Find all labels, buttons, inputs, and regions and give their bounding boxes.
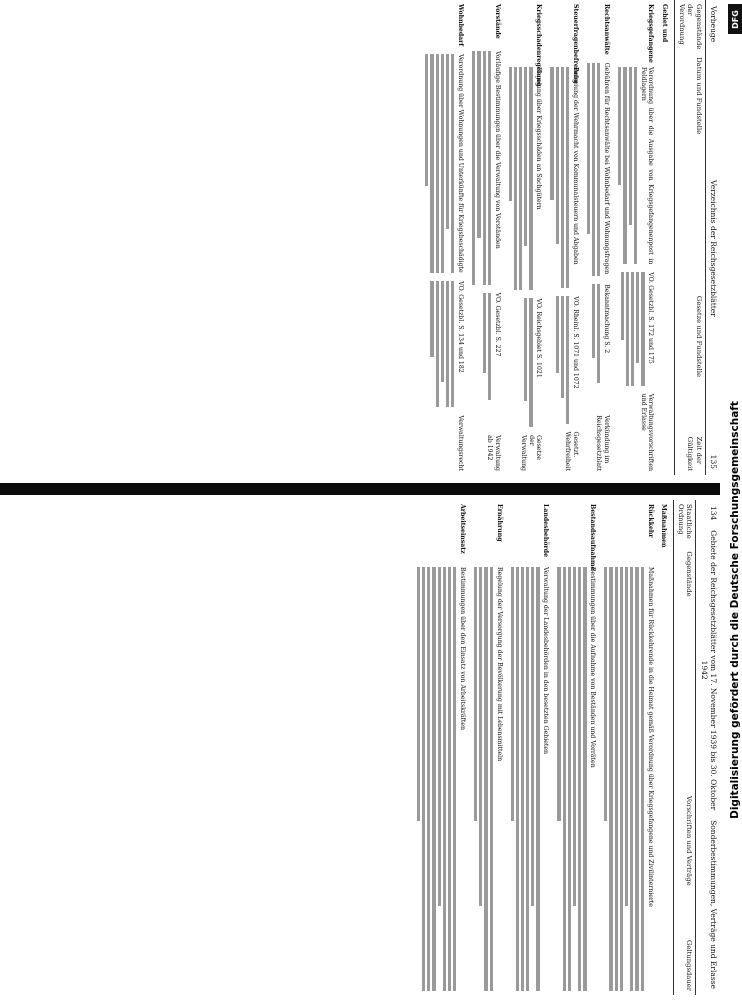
section-body: Maßnahmen für Rückkehrende in die Heimat gemäß Verordnung über Kriegsgefangene und Zivilinternierte xyxy=(602,563,653,995)
upper-page-number: 135 xyxy=(709,454,718,469)
list-item xyxy=(602,500,653,995)
list-item xyxy=(472,500,503,995)
column-header: Datum und Fundstelle xyxy=(694,57,703,135)
entry-date: Bekanntmachung S. 2 xyxy=(585,280,610,411)
table-row xyxy=(423,0,464,475)
entry-date: VO. Reichsgebiet S. 1021 xyxy=(507,294,543,431)
entry-body: Verordnung über Wohnungen und Unterkünfte für Kriegsbeschädigte xyxy=(423,50,464,277)
section-label: Gebiet und xyxy=(661,4,669,43)
page-divider-band xyxy=(0,483,720,495)
table-row xyxy=(470,0,501,475)
column-header: Gegenstände der Verordnung xyxy=(677,4,703,50)
dfg-logo: DFG xyxy=(728,4,742,34)
column-header: Geltungsdauer xyxy=(685,939,694,991)
section-body: Verwaltung der Landesbehörden in den besetzten Gebieten xyxy=(509,563,550,995)
section-body: Bestimmungen über die Aufnahme von Beständen und Vorräten xyxy=(555,563,596,995)
upper-page-header xyxy=(705,0,720,475)
lower-header-right: Sonderbestimmungen, Verträge und Erlasse xyxy=(709,820,718,989)
section-label: Maßnahmen xyxy=(660,504,668,548)
lower-header-title: Gebiete der Reichsgesetzblätter vom 17. November 1939 bis 30. Oktober 1942 xyxy=(699,530,718,811)
column-header: Vorschriften und Verträge xyxy=(685,795,694,886)
entry-body: Regelung über Kriegsschäden an Sachgütern xyxy=(507,63,543,294)
table-row xyxy=(585,0,610,475)
table-row xyxy=(548,0,579,475)
column-header: Staatliche Ordnung xyxy=(676,504,694,539)
upper-page-panel xyxy=(2,0,720,475)
entry-body: Befreiung der Wehrmacht von Kommunalsteuern und Abgaben xyxy=(548,63,579,292)
section-body: Bestimmungen über den Einsatz von Arbeitskräften xyxy=(415,563,466,995)
entry-body: Vorläufige Bestimmungen über die Verwaltung von Vorständen xyxy=(470,47,501,289)
entry-date: VO. Gesetzbl. S. 172 und 175 xyxy=(616,268,654,390)
upper-column-headers xyxy=(674,0,704,475)
entry-title: Rechtsanwälte xyxy=(603,4,611,55)
list-item xyxy=(555,500,596,995)
section-title: Landesbehörde xyxy=(542,504,550,558)
upper-header-left: Vorbeuge xyxy=(709,6,718,43)
table-row xyxy=(507,0,543,475)
entry-body: Verordnung über die Ausgabe von Kriegsgefangenenpost in Feldlagern xyxy=(616,63,654,268)
section-title: Bestandsaufnahme xyxy=(589,504,597,571)
entry-note: Verkündung im Reichsgesetzblatt xyxy=(595,415,611,471)
lower-section-label-row xyxy=(660,500,668,995)
list-item xyxy=(509,500,550,995)
column-header: Zeit der Gültigkeit xyxy=(686,436,703,471)
entry-title: Kriegsschadenregelung xyxy=(535,4,543,87)
lower-page-number: 134 xyxy=(709,506,718,521)
entry-note: Verwaltungsvorschriften und Erlasse xyxy=(639,393,655,471)
entry-note: Verwaltung ab 1942 xyxy=(485,435,501,471)
entry-body: Gebühren für Rechtsanwälte bei Wohnbedarf und Wohnungsfragen xyxy=(585,59,610,281)
entry-title: Wohnbedarf xyxy=(457,4,465,47)
entry-title: Steuerfragenbefreiung xyxy=(571,4,579,84)
section-title: Arbeitseinsatz xyxy=(459,504,467,554)
section-title: Rückkehr xyxy=(646,504,654,538)
lower-page-panel xyxy=(2,500,720,995)
entry-note: Gesetze der Verwaltung xyxy=(519,435,543,472)
upper-section-label-row xyxy=(660,0,668,475)
lower-column-headers xyxy=(673,500,695,995)
list-item xyxy=(415,500,466,995)
entry-date: VO. Gesetzbl. S. 227 xyxy=(470,289,501,432)
entry-date: VO. Gesetzbl. S. 134 und 182 xyxy=(423,277,464,411)
entry-title: Vorstände xyxy=(493,4,501,39)
section-body: Regelung der Versorgung der Bevölkerung mit Lebensmitteln xyxy=(472,563,503,995)
upper-header-title: Verzeichnis der Reichsgesetzblätter xyxy=(709,179,718,317)
column-header: Gesetze und Fundstelle xyxy=(694,295,703,378)
entry-title: Kriegsgefangene xyxy=(647,4,655,63)
table-row xyxy=(616,0,654,475)
section-title: Ernährung xyxy=(495,504,503,542)
lower-page-header xyxy=(695,500,720,995)
digitization-credit: Digitalisierung gefördert durch die Deutsche Forschungsgemeinschaft xyxy=(729,401,741,819)
entry-date: VO. Rheinl. S. 1071 und 1072 xyxy=(548,292,579,427)
entry-note: Verwaltungsrecht xyxy=(457,415,465,471)
column-header: Gegenstände xyxy=(685,551,694,597)
entry-note: Gesetzt. Wehrfreiheit xyxy=(564,431,579,471)
